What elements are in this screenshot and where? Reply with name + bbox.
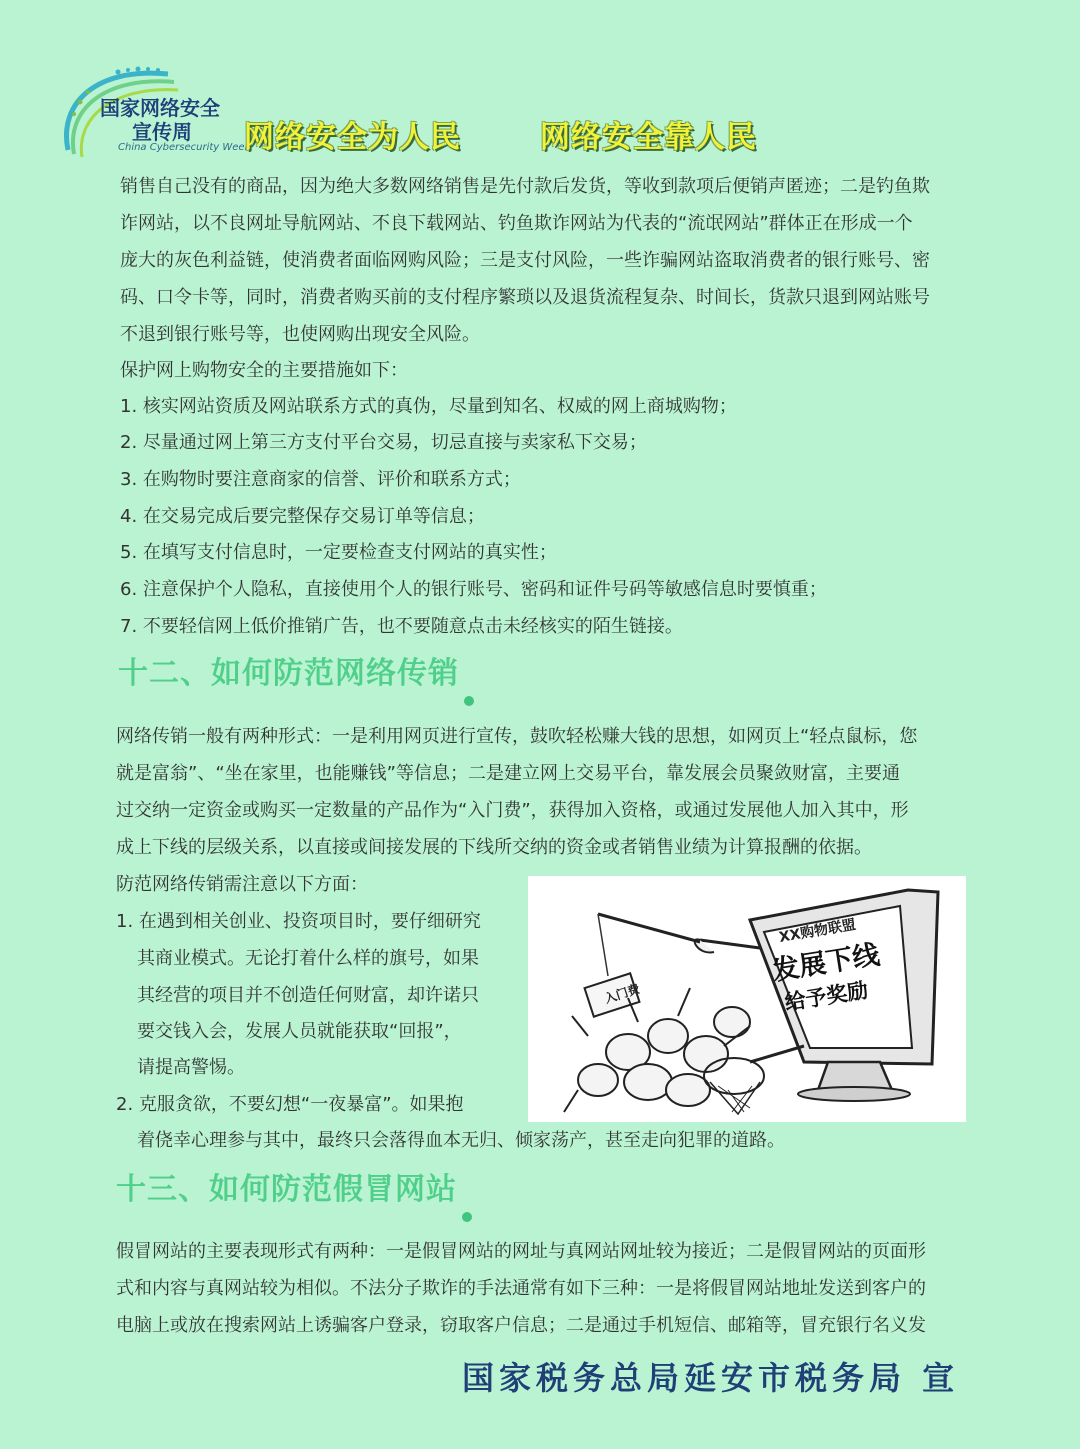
section-divider-dot (464, 696, 474, 706)
section12-list-line: 其经营的项目并不创造任何财富，却许诺只 (137, 985, 479, 1006)
section12-heading: 十二、如何防范网络传销 (118, 656, 459, 691)
section12-list-line: 着侥幸心理参与其中，最终只会落得血本无归、倾家荡产，甚至走向犯罪的道路。 (137, 1130, 785, 1151)
intro-line: 诈网站，以不良网址导航网站、不良下载网站、钓鱼欺诈网站为代表的“流氓网站”群体正在形成一个 (120, 213, 913, 234)
slogan-right: 网络安全靠人民 (540, 120, 757, 155)
section12-body-line: 网络传销一般有两种形式：一是利用网页进行宣传，鼓吹轻松赚大钱的思想，如网页上“轻点鼠标，您 (116, 726, 918, 747)
logo-title-line2: 宣传周 (132, 120, 192, 144)
measure-item: 7. 不要轻信网上低价推销广告，也不要随意点击未经核实的陌生链接。 (120, 616, 683, 637)
cartoon-screen-sub: 给予奖励 (783, 978, 870, 1015)
pyramid-scheme-cartoon (528, 876, 966, 1122)
section12-body-line: 过交纳一定资金或购买一定数量的产品作为“入门费”，获得加入资格，或通过发展他人加入其中，形 (116, 800, 909, 821)
intro-line: 庞大的灰色利益链，使消费者面临网购风险；三是支付风险，一些诈骗网站盗取消费者的银行账号、密 (120, 250, 930, 271)
cybersecurity-week-logo (58, 62, 251, 162)
cartoon-screen-title: XX购物联盟 (777, 916, 858, 946)
section-divider-dot (462, 1212, 472, 1222)
intro-line: 不退到银行账号等，也使网购出现安全风险。 (120, 324, 480, 345)
section12-list-line: 1. 在遇到相关创业、投资项目时，要仔细研究 (116, 911, 481, 932)
bait-label: 入门费 (602, 981, 642, 1007)
section12-list-line: 请提高警惕。 (137, 1057, 245, 1078)
measure-item: 6. 注意保护个人隐私，直接使用个人的银行账号、密码和证件号码等敏感信息时要慎重； (120, 579, 827, 600)
section12-list-line: 其商业模式。无论打着什么样的旗号，如果 (137, 948, 479, 969)
section12-list-intro: 防范网络传销需注意以下方面： (116, 874, 368, 895)
cartoon-illustration (528, 876, 966, 1122)
measure-item: 4. 在交易完成后要完整保存交易订单等信息； (120, 506, 485, 527)
section13-body-line: 电脑上或放在搜索网站上诱骗客户登录，窃取客户信息；二是通过手机短信、邮箱等，冒充银行名义发 (116, 1315, 926, 1336)
footer-publisher: 国家税务总局延安市税务局 宣 (462, 1359, 960, 1397)
section13-body-line: 式和内容与真网站较为相似。不法分子欺诈的手法通常有如下三种：一是将假冒网站地址发送到客户的 (116, 1278, 926, 1299)
cartoon-screen-main: 发展下线 (770, 939, 882, 987)
logo-english: China Cybersecurity Week (118, 142, 251, 153)
measure-item: 5. 在填写支付信息时，一定要检查支付网站的真实性； (120, 542, 557, 563)
slogan-left: 网络安全为人民 (244, 120, 461, 155)
measure-item: 1. 核实网站资质及网站联系方式的真伪，尽量到知名、权威的网上商城购物； (120, 396, 737, 417)
section12-list-line: 要交钱入会，发展人员就能获取“回报”， (137, 1021, 462, 1042)
measure-item: 3. 在购物时要注意商家的信誉、评价和联系方式； (120, 469, 521, 490)
section13-heading: 十三、如何防范假冒网站 (116, 1172, 457, 1207)
intro-line: 销售自己没有的商品，因为绝大多数网络销售是先付款后发货，等收到款项后便销声匿迹；二是钓鱼欺 (120, 176, 930, 197)
section12-list-line: 2. 克服贪欲，不要幻想“一夜暴富”。如果抱 (116, 1094, 464, 1115)
section12-body-line: 成上下线的层级关系，以直接或间接发展的下线所交纳的资金或者销售业绩为计算报酬的依据。 (116, 837, 872, 858)
measure-item: 2. 尽量通过网上第三方支付平台交易，切忌直接与卖家私下交易； (120, 432, 647, 453)
intro-line: 码、口令卡等，同时，消费者购买前的支付程序繁琐以及退货流程复杂、时间长，货款只退到网站账号 (120, 287, 930, 308)
logo-title-line1: 国家网络安全 (100, 96, 220, 120)
measures-intro: 保护网上购物安全的主要措施如下： (120, 360, 408, 381)
section13-body-line: 假冒网站的主要表现形式有两种：一是假冒网站的网址与真网站网址较为接近；二是假冒网站的页面形 (116, 1241, 926, 1262)
section12-body-line: 就是富翁”、“坐在家里，也能赚钱”等信息；二是建立网上交易平台，靠发展会员聚敛财富，主要通 (116, 763, 900, 784)
